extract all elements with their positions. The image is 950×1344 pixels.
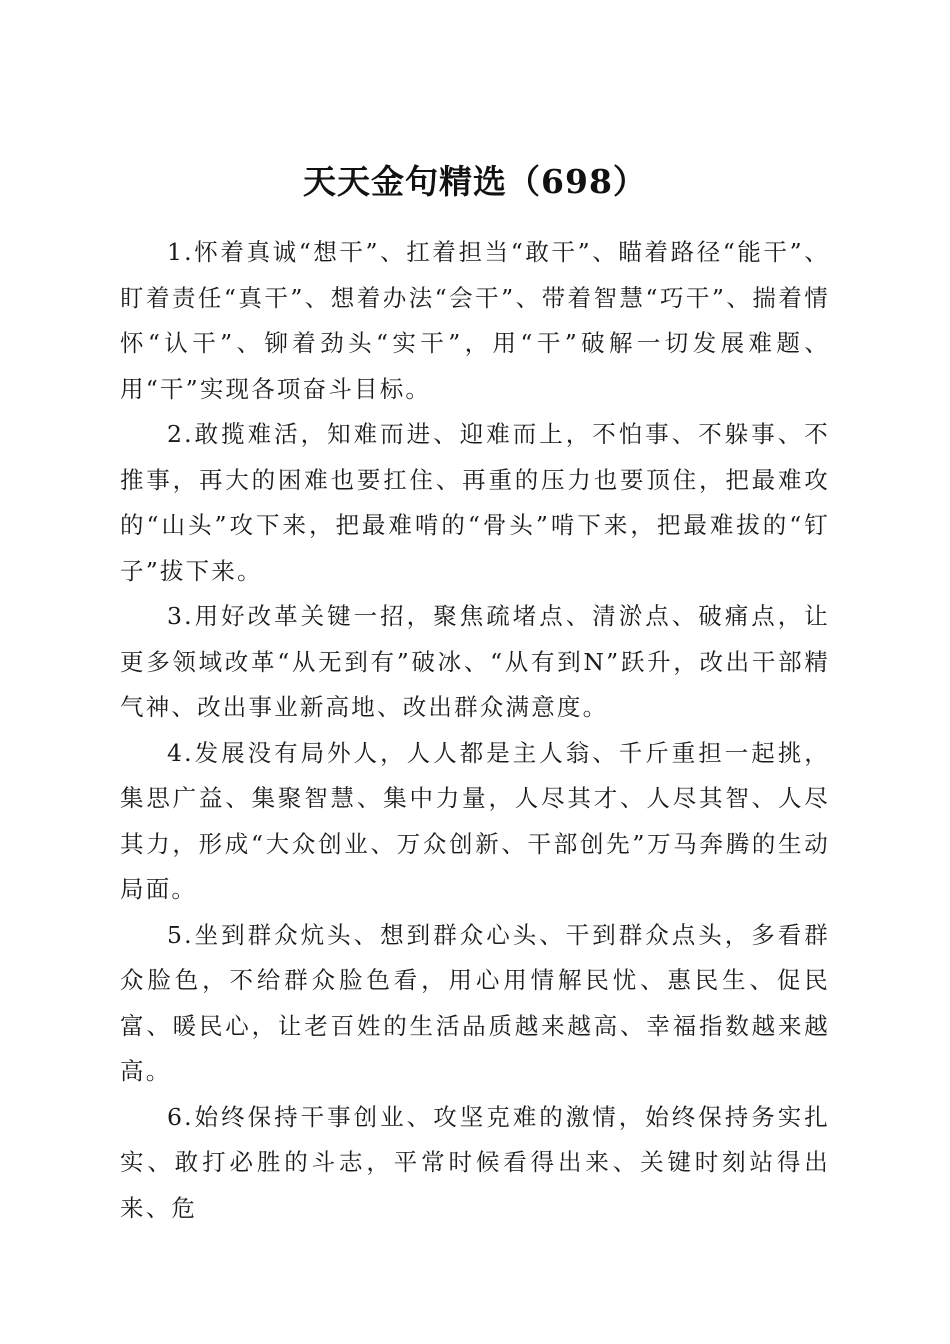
paragraph-5: 5.坐到群众炕头、想到群众心头、干到群众点头，多看群众脸色，不给群众脸色看，用心用情解民忧、惠民生、促民富、暖民心，让老百姓的生活品质越来越高、幸福指数越来越高。 xyxy=(120,920,830,1085)
paragraph-4: 4.发展没有局外人，人人都是主人翁、千斤重担一起挑，集思广益、集聚智慧、集中力量，人尽其才、人尽其智、人尽其力，形成“大众创业、万众创新、干部创先”万马奔腾的生动局面。 xyxy=(120,738,830,903)
paragraph-2: 2.敢揽难活，知难而进、迎难而上，不怕事、不躲事、不推事，再大的困难也要扛住、再重的压力也要顶住，把最难攻的“山头”攻下来，把最难啃的“骨头”啃下来，把最难拔的“钉子”拔下来。 xyxy=(120,420,830,585)
document-title: 天天金句精选（698） xyxy=(303,162,647,202)
paragraph-3: 3.用好改革关键一招，聚焦疏堵点、清淤点、破痛点，让更多领域改革“从无到有”破冰、“从有到N”跃升，改出干部精气神、改出事业新高地、改出群众满意度。 xyxy=(120,602,830,721)
paragraph-6: 6.始终保持干事创业、攻坚克难的激情，始终保持务实扎实、敢打必胜的斗志，平常时候看得出来、关键时刻站得出来、危 xyxy=(120,1102,830,1222)
paragraph-1: 1.怀着真诚“想干”、扛着担当“敢干”、瞄着路径“能干”、盯着责任“真干”、想着办法“会干”、带着智慧“巧干”、揣着情怀“认干”、铆着劲头“实干”，用“干”破解一切发展难题、用“干”实现各项奋斗目标。 xyxy=(120,238,830,403)
document-body xyxy=(120,230,830,1231)
